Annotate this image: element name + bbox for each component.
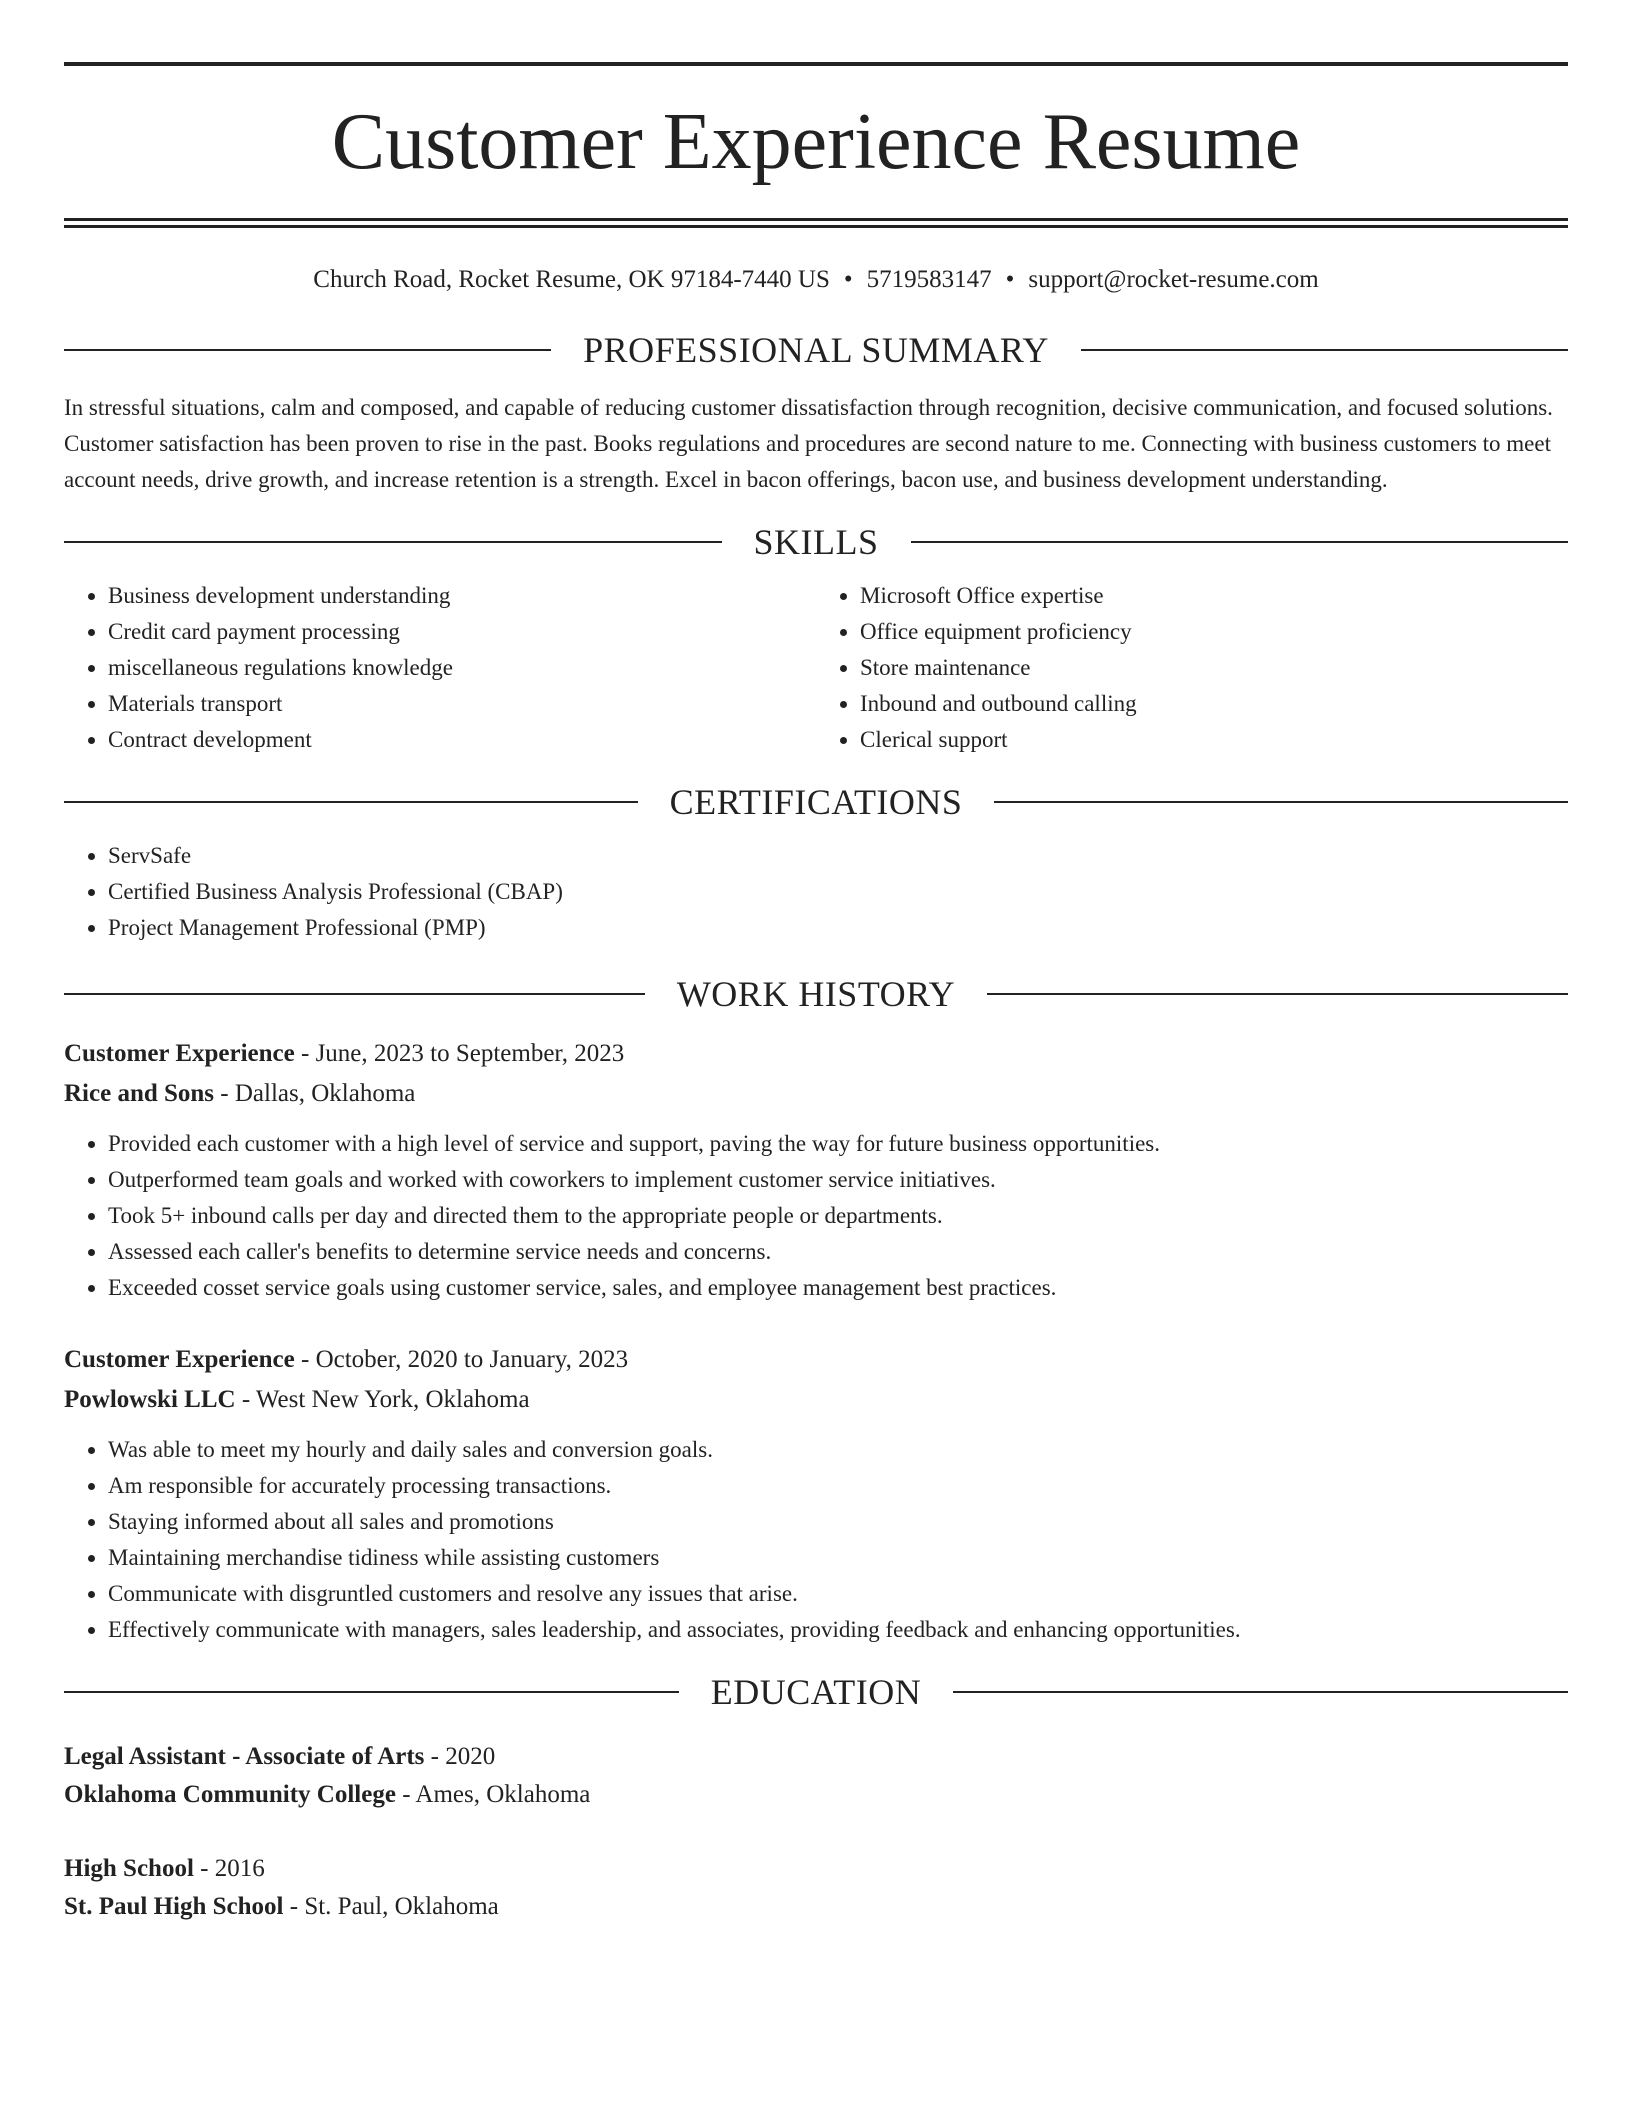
- skill-item: • Microsoft Office expertise: [860, 578, 1568, 614]
- certification-item: • ServSafe: [108, 838, 1568, 874]
- education-entry: [64, 1738, 1568, 1814]
- certification-item: • Project Management Professional (PMP): [108, 910, 1568, 946]
- job-company-line: [64, 1074, 1568, 1114]
- job-bullet: • Was able to meet my hourly and daily sales and conversion goals.: [108, 1432, 1568, 1468]
- job-bullet: • Communicate with disgruntled customers and resolve any issues that arise.: [108, 1576, 1568, 1612]
- section-heading-work-history: [64, 972, 1568, 1016]
- job-location: - Dallas, Oklahoma: [214, 1080, 416, 1107]
- job-bullets: [64, 1126, 1568, 1306]
- education-degree: High School: [64, 1855, 194, 1882]
- job-entry: [64, 1340, 1568, 1648]
- education-entry: [64, 1850, 1568, 1926]
- education-location: - Ames, Oklahoma: [395, 1781, 591, 1808]
- heading-rule: [987, 993, 1568, 995]
- education-school-line: [64, 1888, 1568, 1926]
- education-school: Oklahoma Community College: [64, 1781, 396, 1808]
- heading-rule: [64, 1691, 679, 1693]
- contact-email: support@rocket-resume.com: [1028, 266, 1319, 293]
- job-company-line: [64, 1380, 1568, 1420]
- heading-rule: [994, 801, 1568, 803]
- education-school-line: [64, 1776, 1568, 1814]
- job-title: Customer Experience: [64, 1346, 295, 1373]
- title-double-rule: [64, 218, 1568, 228]
- skills-columns: [64, 564, 1568, 758]
- job-bullet: • Effectively communicate with managers, sales leadership, and associates, providing feedback and enhancing opportunities.: [108, 1612, 1568, 1648]
- section-label: EDUCATION: [710, 1672, 922, 1712]
- job-bullets: [64, 1432, 1568, 1648]
- job-title-line: [64, 1340, 1568, 1380]
- summary-paragraph: In stressful situations, calm and composed, and capable of reducing customer dissatisfaction through recognition, decisive communication, and focused solutions. Customer satisfaction has been proven to rise in the past. Books regulations and procedures are second nature to me. Connecting with business customers to meet account needs, drive growth, and increase retention is a strength. Excel in bacon offerings, bacon use, and business development understanding.: [64, 395, 1553, 492]
- job-dates: - October, 2020 to January, 2023: [294, 1346, 629, 1373]
- job-title-line: [64, 1034, 1568, 1074]
- job-company: Powlowski LLC: [64, 1386, 236, 1413]
- education-year: - 2016: [193, 1855, 265, 1882]
- skills-list-right: [816, 578, 1568, 758]
- top-rule: [64, 62, 1568, 66]
- job-bullet: • Provided each customer with a high level of service and support, paving the way for future business opportunities.: [108, 1126, 1568, 1162]
- skill-item: • Inbound and outbound calling: [860, 686, 1568, 722]
- job-bullet: • Am responsible for accurately processing transactions.: [108, 1468, 1568, 1504]
- section-label: SKILLS: [753, 522, 879, 562]
- job-bullet: • Took 5+ inbound calls per day and directed them to the appropriate people or departments.: [108, 1198, 1568, 1234]
- skill-item: • Store maintenance: [860, 650, 1568, 686]
- job-entry: [64, 1034, 1568, 1306]
- section-label: PROFESSIONAL SUMMARY: [583, 330, 1049, 370]
- contact-line: [64, 264, 1568, 296]
- heading-rule: [64, 801, 638, 803]
- resume-title: Customer Experience Resume: [331, 98, 1301, 186]
- heading-rule: [1081, 349, 1568, 351]
- job-bullet: • Outperformed team goals and worked with coworkers to implement customer service initiatives.: [108, 1162, 1568, 1198]
- heading-rule: [64, 349, 551, 351]
- skills-list-left: [64, 578, 816, 758]
- education-school: St. Paul High School: [64, 1893, 284, 1920]
- heading-rule: [64, 541, 722, 543]
- job-bullet: • Exceeded cosset service goals using customer service, sales, and employee management best practices.: [108, 1270, 1568, 1306]
- contact-phone: 5719583147: [866, 266, 992, 293]
- skill-item: • Office equipment proficiency: [860, 614, 1568, 650]
- certification-item: • Certified Business Analysis Professional (CBAP): [108, 874, 1568, 910]
- section-heading-skills: [64, 520, 1568, 564]
- job-dates: - June, 2023 to September, 2023: [294, 1040, 625, 1067]
- skill-item: • Contract development: [108, 722, 816, 758]
- skill-item: • Credit card payment processing: [108, 614, 816, 650]
- section-heading-summary: [64, 328, 1568, 372]
- education-degree-line: [64, 1850, 1568, 1888]
- job-title: Customer Experience: [64, 1040, 295, 1067]
- contact-separator: •: [1005, 266, 1015, 293]
- skill-item: • Materials transport: [108, 686, 816, 722]
- heading-rule: [64, 993, 645, 995]
- job-location: - West New York, Oklahoma: [235, 1386, 530, 1413]
- section-label: CERTIFICATIONS: [669, 782, 963, 822]
- education-location: - St. Paul, Oklahoma: [283, 1893, 499, 1920]
- skill-item: • Business development understanding: [108, 578, 816, 614]
- section-label: WORK HISTORY: [676, 974, 956, 1014]
- contact-address: Church Road, Rocket Resume, OK 97184-7440 US: [313, 266, 830, 293]
- section-heading-certifications: [64, 780, 1568, 824]
- skill-item: • miscellaneous regulations knowledge: [108, 650, 816, 686]
- skill-item: • Clerical support: [860, 722, 1568, 758]
- education-degree: Legal Assistant - Associate of Arts: [64, 1743, 425, 1770]
- section-heading-education: [64, 1670, 1568, 1714]
- job-company: Rice and Sons: [64, 1080, 215, 1107]
- job-bullet: • Staying informed about all sales and promotions: [108, 1504, 1568, 1540]
- education-year: - 2020: [424, 1743, 496, 1770]
- job-bullet: • Maintaining merchandise tidiness while assisting customers: [108, 1540, 1568, 1576]
- certifications-list: [64, 838, 1568, 946]
- education-degree-line: [64, 1738, 1568, 1776]
- contact-separator: •: [843, 266, 853, 293]
- heading-rule: [953, 1691, 1568, 1693]
- job-bullet: • Assessed each caller's benefits to determine service needs and concerns.: [108, 1234, 1568, 1270]
- heading-rule: [911, 541, 1569, 543]
